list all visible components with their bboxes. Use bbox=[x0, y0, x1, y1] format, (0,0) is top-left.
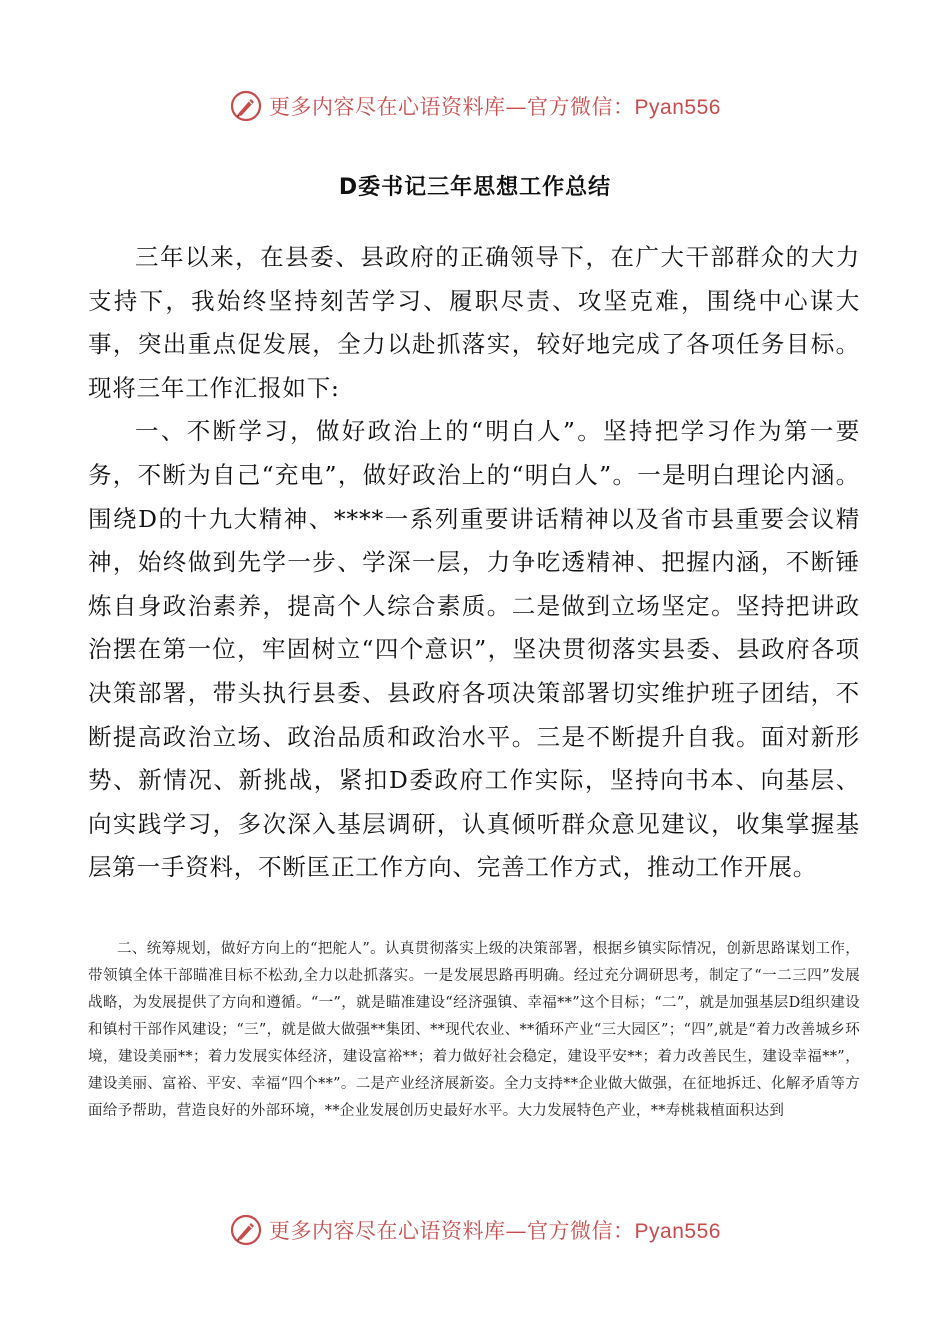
document-body bbox=[88, 236, 860, 890]
watermark-wechat-id: Pyan556 bbox=[634, 1220, 721, 1243]
watermark-text-cn: 更多内容尽在心语资料库—官方微信： bbox=[269, 1219, 635, 1243]
watermark-text bbox=[269, 91, 721, 121]
document-title: D委书记三年思想工作总结 bbox=[338, 175, 612, 200]
document-body-small bbox=[88, 936, 860, 1125]
pen-logo-icon bbox=[229, 1213, 263, 1247]
watermark-text bbox=[269, 1215, 721, 1245]
pen-logo-icon bbox=[229, 89, 263, 123]
section-one-paragraph: 一、不断学习，做好政治上的“明白人”。坚持把学习作为第一要务，不断为自己“充电”，做好政治上的“明白人”。一是明白理论内涵。围绕D的十九大精神、****一系列重要讲话精神以及省市县重要会议精神，始终做到先学一步、学深一层，力争吃透精神、把握内涵，不断锤炼自身政治素养，提高个人综合素质。二是做到立场坚定。坚持把讲政治摆在第一位，牢固树立“四个意识”，坚决贯彻落实县委、县政府各项决策部署，带头执行县委、县政府各项决策部署切实维护班子团结，不断提高政治立场、政治品质和政治水平。三是不断提升自我。面对新形势、新情况、新挑战，紧扣D委政府工作实际，坚持向书本、向基层、向实践学习，多次深入基层调研，认真倾听群众意见建议，收集掌握基层第一手资料，不断匡正工作方向、完善工作方式，推动工作开展。 bbox=[88, 417, 860, 882]
watermark-wechat-id: Pyan556 bbox=[634, 96, 721, 119]
watermark-text-cn: 更多内容尽在心语资料库—官方微信： bbox=[269, 95, 635, 119]
footer-watermark-banner bbox=[0, 1210, 950, 1250]
header-watermark-banner bbox=[0, 86, 950, 126]
section-two-paragraph: 二、统筹规划，做好方向上的“把舵人”。认真贯彻落实上级的决策部署，根据乡镇实际情况，创新思路谋划工作，带领镇全体干部瞄准目标不松劲,全力以赴抓落实。一是发展思路再明确。经过充分调研思考，制定了“一二三四”发展战略，为发展提供了方向和遵循。“一”，就是瞄准建设“经济强镇、幸福**”这个目标；“二”，就是加强基层D组织建设和镇村干部作风建设；“三”，就是做大做强**集团、**现代农业、**循环产业“三大园区”；“四”,就是“着力改善城乡环境，建设美丽**；着力发展实体经济，建设富裕**；着力做好社会稳定，建设平安**；着力改善民生，建设幸福**”，建设美丽、富裕、平安、幸福“四个**”。二是产业经济展新姿。全力支持**企业做大做强，在征地拆迁、化解矛盾等方面给予帮助，营造良好的外部环境，**企业发展创历史最好水平。大力发展特色产业，**寿桃栽植面积达到 bbox=[88, 941, 860, 1119]
intro-paragraph: 三年以来，在县委、县政府的正确领导下，在广大干部群众的大力支持下，我始终坚持刻苦学习、履职尽责、攻坚克难，围绕中心谋大事，突出重点促发展，全力以赴抓落实，较好地完成了各项任务目标。现将三年工作汇报如下: bbox=[88, 243, 860, 402]
